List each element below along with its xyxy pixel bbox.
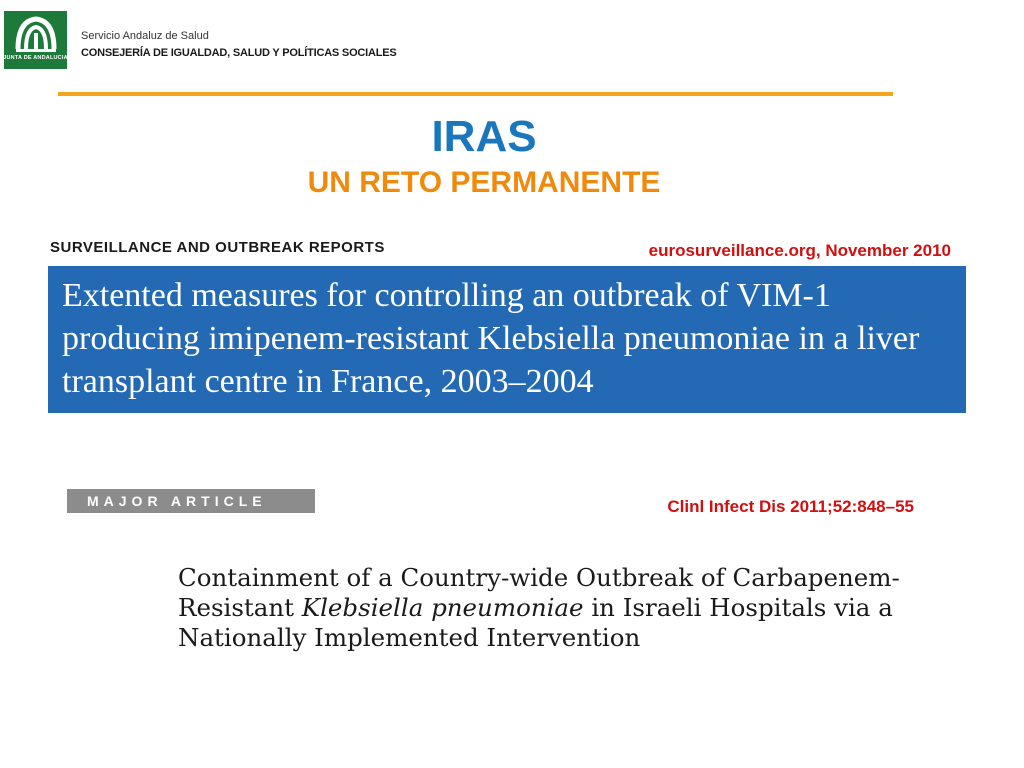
article1-source: eurosurveillance.org, November 2010 (648, 241, 951, 260)
article1-section-label: SURVEILLANCE AND OUTBREAK REPORTS (50, 239, 385, 256)
article2-title-part2: in Israeli Hospitals via a Nationally Implemented Intervention (178, 593, 893, 652)
article1-title-banner (48, 266, 966, 413)
arch-emblem-icon (14, 15, 58, 53)
article1-title: Extented measures for controlling an outbreak of VIM-1 producing imipenem-resistant Klebsiella pneumoniae in a liver transplant centre in France, 2003–2004 (62, 277, 920, 400)
article2-title-italic: Klebsiella pneumoniae (301, 593, 584, 622)
article2-title (178, 563, 968, 653)
header-divider (58, 92, 893, 96)
article2-section-label: MAJOR ARTICLE (67, 489, 315, 513)
slide-title: IRAS (431, 112, 537, 161)
logo-caption: JUNTA DE ANDALUCIA (3, 55, 68, 61)
article2-title-part1: Containment of a Country-wide Outbreak of Carbapenem-Resistant (178, 563, 900, 622)
slide-subtitle: UN RETO PERMANENTE (307, 166, 661, 199)
article2-source: Clinl Infect Dis 2011;52:848–55 (667, 497, 914, 516)
junta-andalucia-logo (4, 11, 67, 69)
department-name: CONSEJERÍA DE IGUALDAD, SALUD Y POLÍTICAS SOCIALES (81, 47, 397, 59)
org-name: Servicio Andaluz de Salud (81, 30, 209, 42)
